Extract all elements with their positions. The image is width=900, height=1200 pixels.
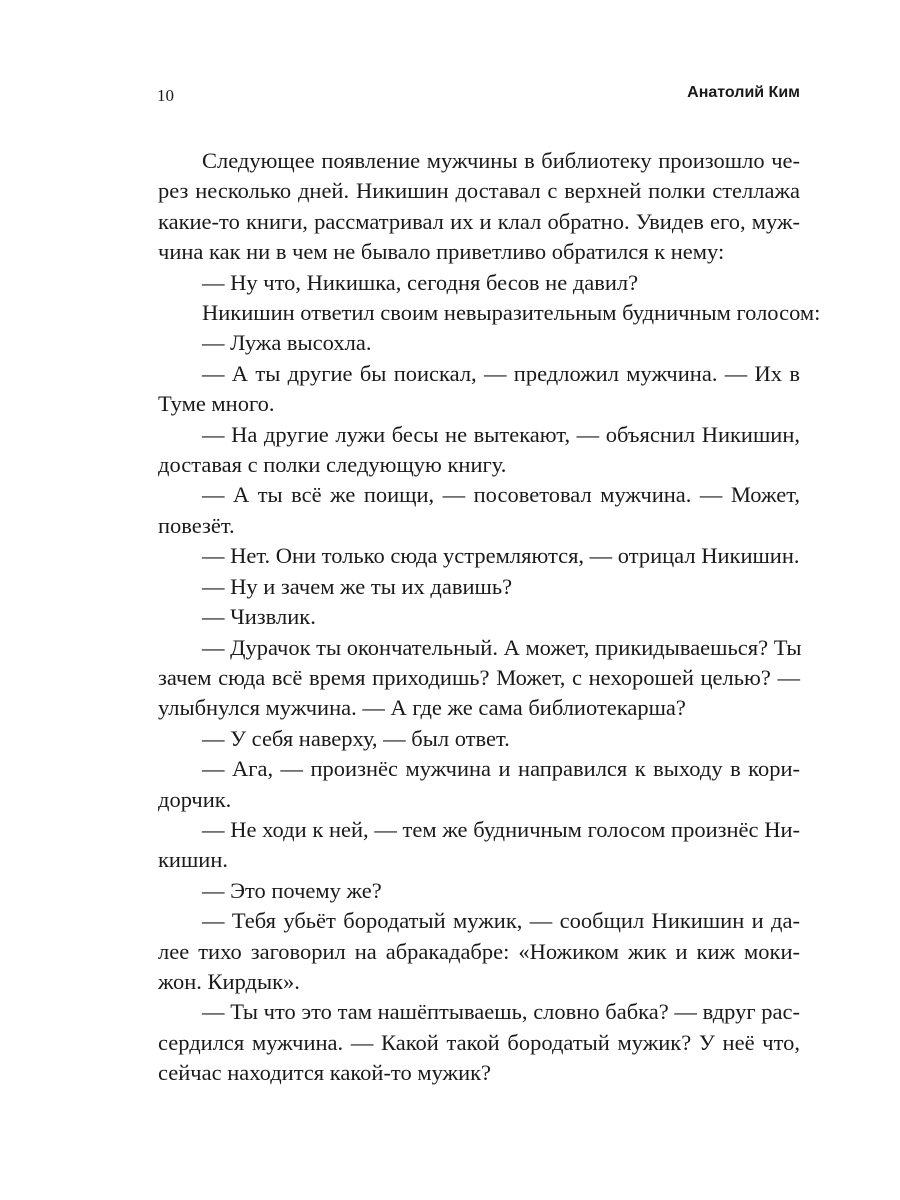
text-line: Туме много. [158,391,275,417]
text-line: — Тебя убьёт бородатый мужик, — сообщил Никишин и да- [202,908,800,934]
text-line: — Ну что, Никишка, сегодня бесов не давил? [202,269,639,295]
text-line: — Дурачок ты окончательный. А может, прикидываешься? Ты [202,634,802,660]
text-line: повезёт. [158,512,235,538]
text-line: доставая с полки следующую книгу. [158,452,507,478]
text-line: — Ну и зачем же ты их давишь? [202,573,513,599]
text-line: Никишин ответил своим невыразительным будничным голосом: [202,300,821,326]
text-line: сейчас находится какой-то мужик? [158,1060,492,1086]
text-line: рез несколько дней. Никишин доставал с верхней полки стеллажа [158,178,800,204]
text-line: — Не ходи к ней, — тем же будничным голосом произнёс Ни- [202,816,800,842]
text-line: кишин. [158,847,229,873]
text-line: улыбнулся мужчина. — А где же сама библиотекарша? [158,695,686,721]
text-line: лее тихо заговорил на абракадабре: «Ножиком жик и киж моки- [158,938,800,964]
text-line: какие-то книги, рассматривал их и клал обратно. Увидев его, муж- [158,208,800,234]
text-line: — Лужа высохла. [202,330,372,356]
page-number: 10 [157,86,174,105]
text-line: — Нет. Они только сюда устремляются, — отрицал Никишин. [202,543,800,569]
text-line: — Ты что это там нашёптываешь, словно бабка? — вдруг рас- [202,999,800,1025]
body-text [158,146,821,1089]
text-line: дорчик. [158,786,232,812]
text-line: — А ты другие бы поискал, — предложил мужчина. — Их в [202,360,800,386]
text-line: — Чизвлик. [202,604,316,630]
text-line: — Ага, — произнёс мужчина и направился к выходу в кори- [202,756,800,782]
text-line: сердился мужчина. — Какой такой бородатый мужик? У неё что, [158,1029,800,1055]
text-line: — А ты всё же поищи, — посоветовал мужчина. — Может, [202,482,800,508]
running-head-author: Анатолий Ким [687,84,800,101]
text-line: — У себя наверху, — был ответ. [202,725,510,751]
text-line: Следующее появление мужчины в библиотеку произошло че- [202,148,800,173]
text-line: чина как ни в чем не бывало приветливо обратился к нему: [158,239,725,265]
text-line: зачем сюда всё время приходишь? Может, с нехорошей целью? — [158,664,800,690]
text-line: жон. Кирдык». [158,968,300,994]
text-line: — Это почему же? [202,877,382,903]
text-line: — На другие лужи бесы не вытекают, — объяснил Никишин, [202,421,800,447]
